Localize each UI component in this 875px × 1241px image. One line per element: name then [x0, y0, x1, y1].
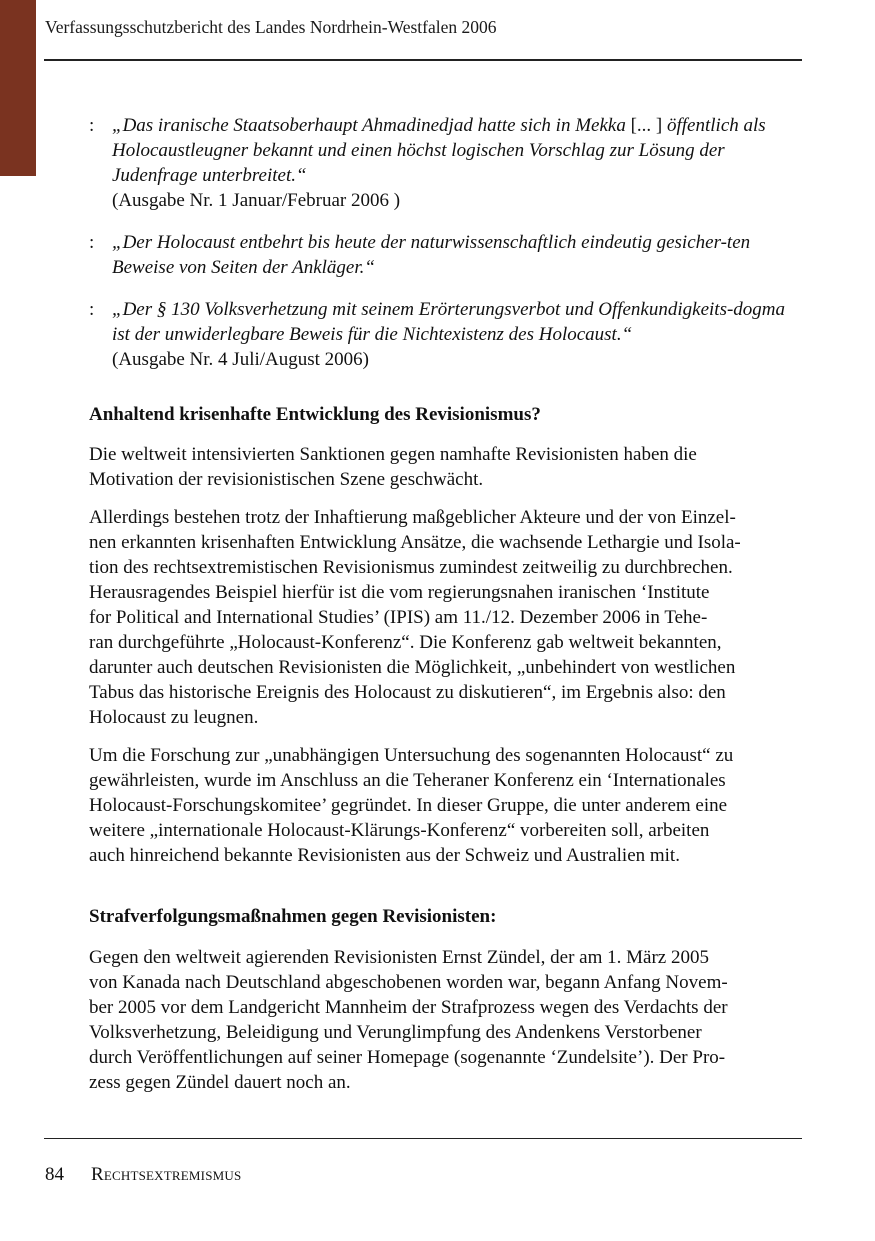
quote-text: „Das iranische Staatsoberhaupt Ahmadinedjad hatte sich in Mekka [... ] öffentlich als Holocaustleugner bekannt und einen höchst logischen Vorschlag zur Lösung der Judenfrage unterbreitet.“	[112, 115, 766, 186]
quote-marker: :	[89, 115, 95, 136]
quote-item	[89, 230, 802, 280]
paragraph: Gegen den weltweit agierenden Revisionisten Ernst Zündel, der am 1. März 2005 von Kanada nach Deutschland abgeschobenen worden war, begann Anfang Novem- ber 2005 vor dem Landgericht Mannheim der Strafprozess wegen des Verdachts der Volksverhetzung, Beleidigung und Verunglimpfung des Andenkens Verstorbener durch Veröffentlichungen auf seiner Homepage (sogenannte ‘Zundelsite’). Der Pro- zess gegen Zündel dauert noch an.	[89, 947, 728, 1093]
header-rule	[44, 59, 802, 61]
section-heading-revisionismus: Anhaltend krisenhafte Entwicklung des Revisionismus?	[89, 404, 541, 425]
chapter-side-tab	[0, 0, 36, 176]
quote-source: (Ausgabe Nr. 1 Januar/Februar 2006 )	[112, 190, 401, 211]
quote-item	[89, 297, 802, 372]
page-footer	[45, 1164, 241, 1186]
paragraph: Allerdings bestehen trotz der Inhaftierung maßgeblicher Akteure und der von Einzel- nen erkannten krisenhaften Entwicklung Ansätze, die wachsende Lethargie und Isola- tion des rechtsextremistischen Revisionismus zumindest zeitweilig zu durchbrechen. Herausragendes Beispiel hierfür ist die vom regierungsnahen iranischen ‘Institute for Political and International Studies’ (IPIS) am 11./12. Dezember 2006 in Tehe- ran durchgeführte „Holocaust-Konferenz“. Die Konferenz gab weltweit bekannten, darunter auch deutschen Revisionisten die Möglichkeit, „unbehindert von westlichen Tabus das historische Ereignis des Holocaust zu diskutieren“, im Ergebnis also: den Holocaust zu leugnen.	[89, 507, 741, 728]
quote-text: „Der Holocaust entbehrt bis heute der naturwissenschaftlich eindeutig gesicher-ten Beweise von Seiten der Ankläger.“	[112, 232, 751, 278]
chapter-title: Rechtsextremismus	[91, 1164, 242, 1185]
paragraph: Die weltweit intensivierten Sanktionen gegen namhafte Revisionisten haben die Motivation der revisionistischen Szene geschwächt.	[89, 444, 697, 490]
footer-rule	[44, 1138, 802, 1139]
quote-source: (Ausgabe Nr. 4 Juli/August 2006)	[112, 349, 370, 370]
section-heading-strafverfolgung: Strafverfolgungsmaßnahmen gegen Revisionisten:	[89, 906, 497, 927]
quote-item	[89, 113, 802, 213]
page-body	[89, 113, 802, 1108]
page-number: 84	[45, 1164, 64, 1185]
quote-text: „Der § 130 Volksverhetzung mit seinem Erörterungsverbot und Offenkundigkeits-dogma ist der unwiderlegbare Beweis für die Nichtexistenz des Holocaust.“	[112, 299, 786, 345]
paragraph: Um die Forschung zur „unabhängigen Untersuchung des sogenannten Holocaust“ zu gewährleisten, wurde im Anschluss an die Teheraner Konferenz ein ‘Internationales Holocaust-Forschungskomitee’ gegründet. In dieser Gruppe, die unter anderem eine weitere „internationale Holocaust-Klärungs-Konferenz“ vorbereiten soll, arbeiten auch hinreichend bekannte Revisionisten aus der Schweiz und Australien mit.	[89, 745, 734, 866]
quote-marker: :	[89, 232, 95, 253]
running-header-title: Verfassungsschutzbericht des Landes Nordrhein-Westfalen 2006	[45, 17, 497, 37]
quote-marker: :	[89, 299, 95, 320]
